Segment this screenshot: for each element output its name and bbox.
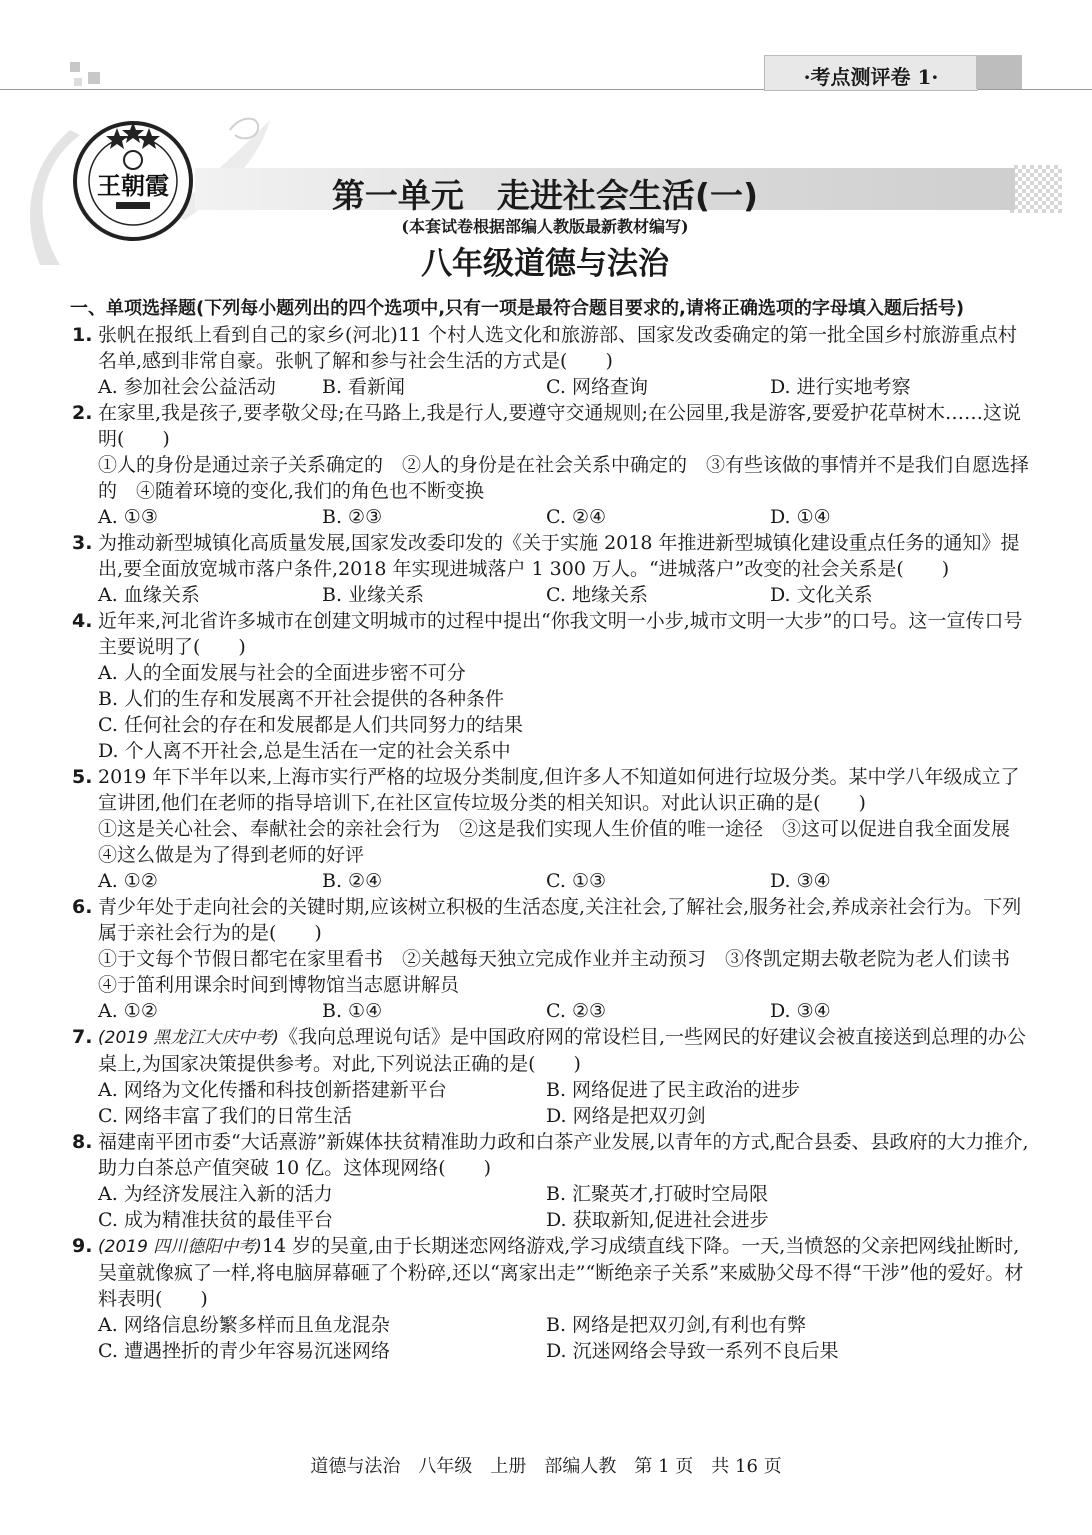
subject-title: 八年级道德与法治 bbox=[421, 246, 669, 282]
option-a: A. 为经济发展注入新的活力 bbox=[98, 1183, 333, 1205]
paper-tag bbox=[764, 55, 978, 91]
question-stem: 2019 年下半年以来,上海市实行严格的垃圾分类制度,但许多人不知道如何进行垃圾分类。某中学八年级成立了宣讲团,他们在老师的指导培训下,在社区宣传垃圾分类的相关知识。对此认识正确的是( ) bbox=[98, 766, 1020, 814]
options-row bbox=[98, 504, 1030, 530]
option-d: D. 文化关系 bbox=[770, 584, 873, 606]
option-a: A. 人的全面发展与社会的全面进步密不可分 bbox=[98, 662, 466, 684]
question-6 bbox=[70, 894, 1030, 1024]
option-c: C. 成为精准扶贫的最佳平台 bbox=[98, 1209, 333, 1231]
options-row bbox=[98, 1077, 1030, 1103]
option-c: C. 网络丰富了我们的日常生活 bbox=[98, 1105, 352, 1127]
paper-tag-accent bbox=[976, 55, 1022, 89]
question-source: (2019 黑龙江大庆中考) bbox=[98, 1028, 279, 1048]
question-5 bbox=[70, 764, 1030, 894]
option-a: A. ①③ bbox=[98, 506, 158, 528]
options-row bbox=[98, 868, 1030, 894]
option-d: D. 个人离不开社会,总是生活在一定的社会关系中 bbox=[98, 740, 511, 762]
publisher-logo bbox=[72, 120, 194, 242]
edition-note: (本套试卷根据部编人教版最新教材编写) bbox=[401, 217, 689, 236]
option-b: B. ②④ bbox=[322, 870, 383, 892]
unit-title: 第一单元 走进社会生活(一) bbox=[331, 176, 759, 215]
options-row bbox=[98, 374, 1030, 400]
option-d: D. 进行实地考察 bbox=[770, 376, 911, 398]
question-stem: 张帆在报纸上看到自己的家乡(河北)11 个村人选文化和旅游部、国家发改委确定的第一批全国乡村旅游重点村名单,感到非常自豪。张帆了解和参与社会生活的方式是( ) bbox=[98, 324, 1018, 372]
page-footer: 道德与法治 八年级 上册 部编人教 第 1 页 共 16 页 bbox=[310, 1456, 782, 1477]
paper-tag-text: ·考点测评卷 1· bbox=[803, 65, 939, 89]
question-stem-wrap bbox=[98, 1024, 1030, 1077]
question-8 bbox=[70, 1129, 1030, 1233]
svg-text:王朝霞: 王朝霞 bbox=[97, 171, 169, 200]
deco-square bbox=[70, 62, 80, 72]
option-c: C. 遭遇挫折的青少年容易沉迷网络 bbox=[98, 1340, 390, 1362]
question-stem: 《我向总理说句话》是中国政府网的常设栏目,一些网民的好建议会被直接送到总理的办公桌上,为国家决策提供参考。对此,下列说法正确的是( ) bbox=[98, 1026, 1026, 1075]
question-number: 8. bbox=[72, 1131, 93, 1153]
question-number: 6. bbox=[72, 896, 93, 918]
question-items: ①这是关心社会、奉献社会的亲社会行为 ②这是我们实现人生价值的唯一途径 ③这可以促进自我全面发展 ④这么做是为了得到老师的好评 bbox=[98, 818, 1030, 866]
question-stem: 在家里,我是孩子,要孝敬父母;在马路上,我是行人,要遵守交通规则;在公园里,我是游客,要爱护花草树木……这说明( ) bbox=[98, 402, 1022, 450]
option-b: B. 看新闻 bbox=[322, 376, 406, 398]
option-b: B. 汇聚英才,打破时空局限 bbox=[546, 1183, 769, 1205]
option-c: C. ①③ bbox=[546, 870, 607, 892]
option-a: A. 网络信息纷繁多样而且鱼龙混杂 bbox=[98, 1314, 390, 1336]
question-items: ①于文每个节假日都宅在家里看书 ②关越每天独立完成作业并主动预习 ③佟凯定期去敬老院为老人们读书 ④于笛利用课余时间到博物馆当志愿讲解员 bbox=[98, 948, 1030, 996]
options-row bbox=[98, 1207, 1030, 1233]
question-stem: 为推动新型城镇化高质量发展,国家发改委印发的《关于实施 2018 年推进新型城镇化建设重点任务的通知》提出,要全面放宽城市落户条件,2018 年实现进城落户 1 300 万人。“进城落户”改变的社会关系是( ) bbox=[98, 532, 1020, 580]
option-d: D. ③④ bbox=[770, 870, 831, 892]
option-d: D. 网络是把双刃剑 bbox=[546, 1105, 706, 1127]
question-source: (2019 四川德阳中考) bbox=[98, 1237, 262, 1257]
option-c: C. ②④ bbox=[546, 506, 607, 528]
option-b: B. 业缘关系 bbox=[322, 584, 425, 606]
question-number: 7. bbox=[72, 1026, 93, 1048]
option-d: D. ③④ bbox=[770, 1000, 831, 1022]
options-row bbox=[98, 1103, 1030, 1129]
option-b: B. ②③ bbox=[322, 506, 383, 528]
question-number: 9. bbox=[72, 1235, 93, 1257]
question-stem-wrap bbox=[98, 1233, 1030, 1312]
question-items: ①人的身份是通过亲子关系确定的 ②人的身份是在社会关系中确定的 ③有些该做的事情并不是我们自愿选择的 ④随着环境的变化,我们的角色也不断变换 bbox=[98, 454, 1030, 502]
option-a: A. 血缘关系 bbox=[98, 584, 200, 606]
question-stem: 14 岁的吴童,由于长期迷恋网络游戏,学习成绩直线下降。一天,当愤怒的父亲把网线扯断时,吴童就像疯了一样,将电脑屏幕砸了个粉碎,还以“离家出走”“断绝亲子关系”来威胁父母不得“干涉”他的爱好。材料表明( ) bbox=[98, 1235, 1024, 1310]
question-number: 5. bbox=[72, 766, 93, 788]
option-a: A. ①② bbox=[98, 1000, 158, 1022]
option-b: B. 网络促进了民主政治的进步 bbox=[546, 1079, 801, 1101]
question-number: 4. bbox=[72, 610, 93, 632]
question-stem: 近年来,河北省许多城市在创建文明城市的过程中提出“你我文明一小步,城市文明一大步”的口号。这一宣传口号主要说明了( ) bbox=[98, 610, 1023, 658]
options-row bbox=[98, 1181, 1030, 1207]
question-number: 3. bbox=[72, 532, 93, 554]
options-row bbox=[98, 1338, 1030, 1364]
question-number: 1. bbox=[72, 324, 93, 346]
option-b: B. 人们的生存和发展离不开社会提供的各种条件 bbox=[98, 688, 505, 710]
question-3 bbox=[70, 530, 1030, 608]
question-2 bbox=[70, 400, 1030, 530]
option-c: C. ②③ bbox=[546, 1000, 607, 1022]
option-b: B. 网络是把双刃剑,有利也有弊 bbox=[546, 1314, 807, 1336]
checker-decoration bbox=[1010, 165, 1062, 213]
option-d: D. 沉迷网络会导致一系列不良后果 bbox=[546, 1340, 839, 1362]
question-stem: 福建南平团市委“大话熹游”新媒体扶贫精准助力政和白茶产业发展,以青年的方式,配合县委、县政府的大力推介,助力白茶总产值突破 10 亿。这体现网络( ) bbox=[98, 1131, 1029, 1179]
option-a: A. 网络为文化传播和科技创新搭建新平台 bbox=[98, 1079, 447, 1101]
question-7 bbox=[70, 1024, 1030, 1129]
option-a: A. ①② bbox=[98, 870, 158, 892]
option-d: D. 获取新知,促进社会进步 bbox=[546, 1209, 769, 1231]
option-c: C. 地缘关系 bbox=[546, 584, 648, 606]
deco-square bbox=[74, 78, 82, 86]
question-list bbox=[70, 296, 1030, 1364]
question-stem: 青少年处于走向社会的关键时期,应该树立积极的生活态度,关注社会,了解社会,服务社会,养成亲社会行为。下列属于亲社会行为的是( ) bbox=[98, 896, 1022, 944]
option-a: A. 参加社会公益活动 bbox=[98, 376, 276, 398]
option-d: D. ①④ bbox=[770, 506, 831, 528]
section-heading bbox=[70, 296, 1030, 322]
option-c: C. 任何社会的存在和发展都是人们共同努力的结果 bbox=[98, 714, 523, 736]
question-number: 2. bbox=[72, 402, 93, 424]
options-row bbox=[98, 1312, 1030, 1338]
question-9 bbox=[70, 1233, 1030, 1364]
section-heading-text: 一、单项选择题(下列每小题列出的四个选项中,只有一项是最符合题目要求的,请将正确选项的字母填入题后括号) bbox=[70, 298, 965, 319]
question-4 bbox=[70, 608, 1030, 764]
options-row bbox=[98, 582, 1030, 608]
question-1 bbox=[70, 322, 1030, 400]
options-row bbox=[98, 998, 1030, 1024]
option-c: C. 网络查询 bbox=[546, 376, 648, 398]
option-b: B. ①④ bbox=[322, 1000, 383, 1022]
deco-square bbox=[88, 72, 100, 84]
